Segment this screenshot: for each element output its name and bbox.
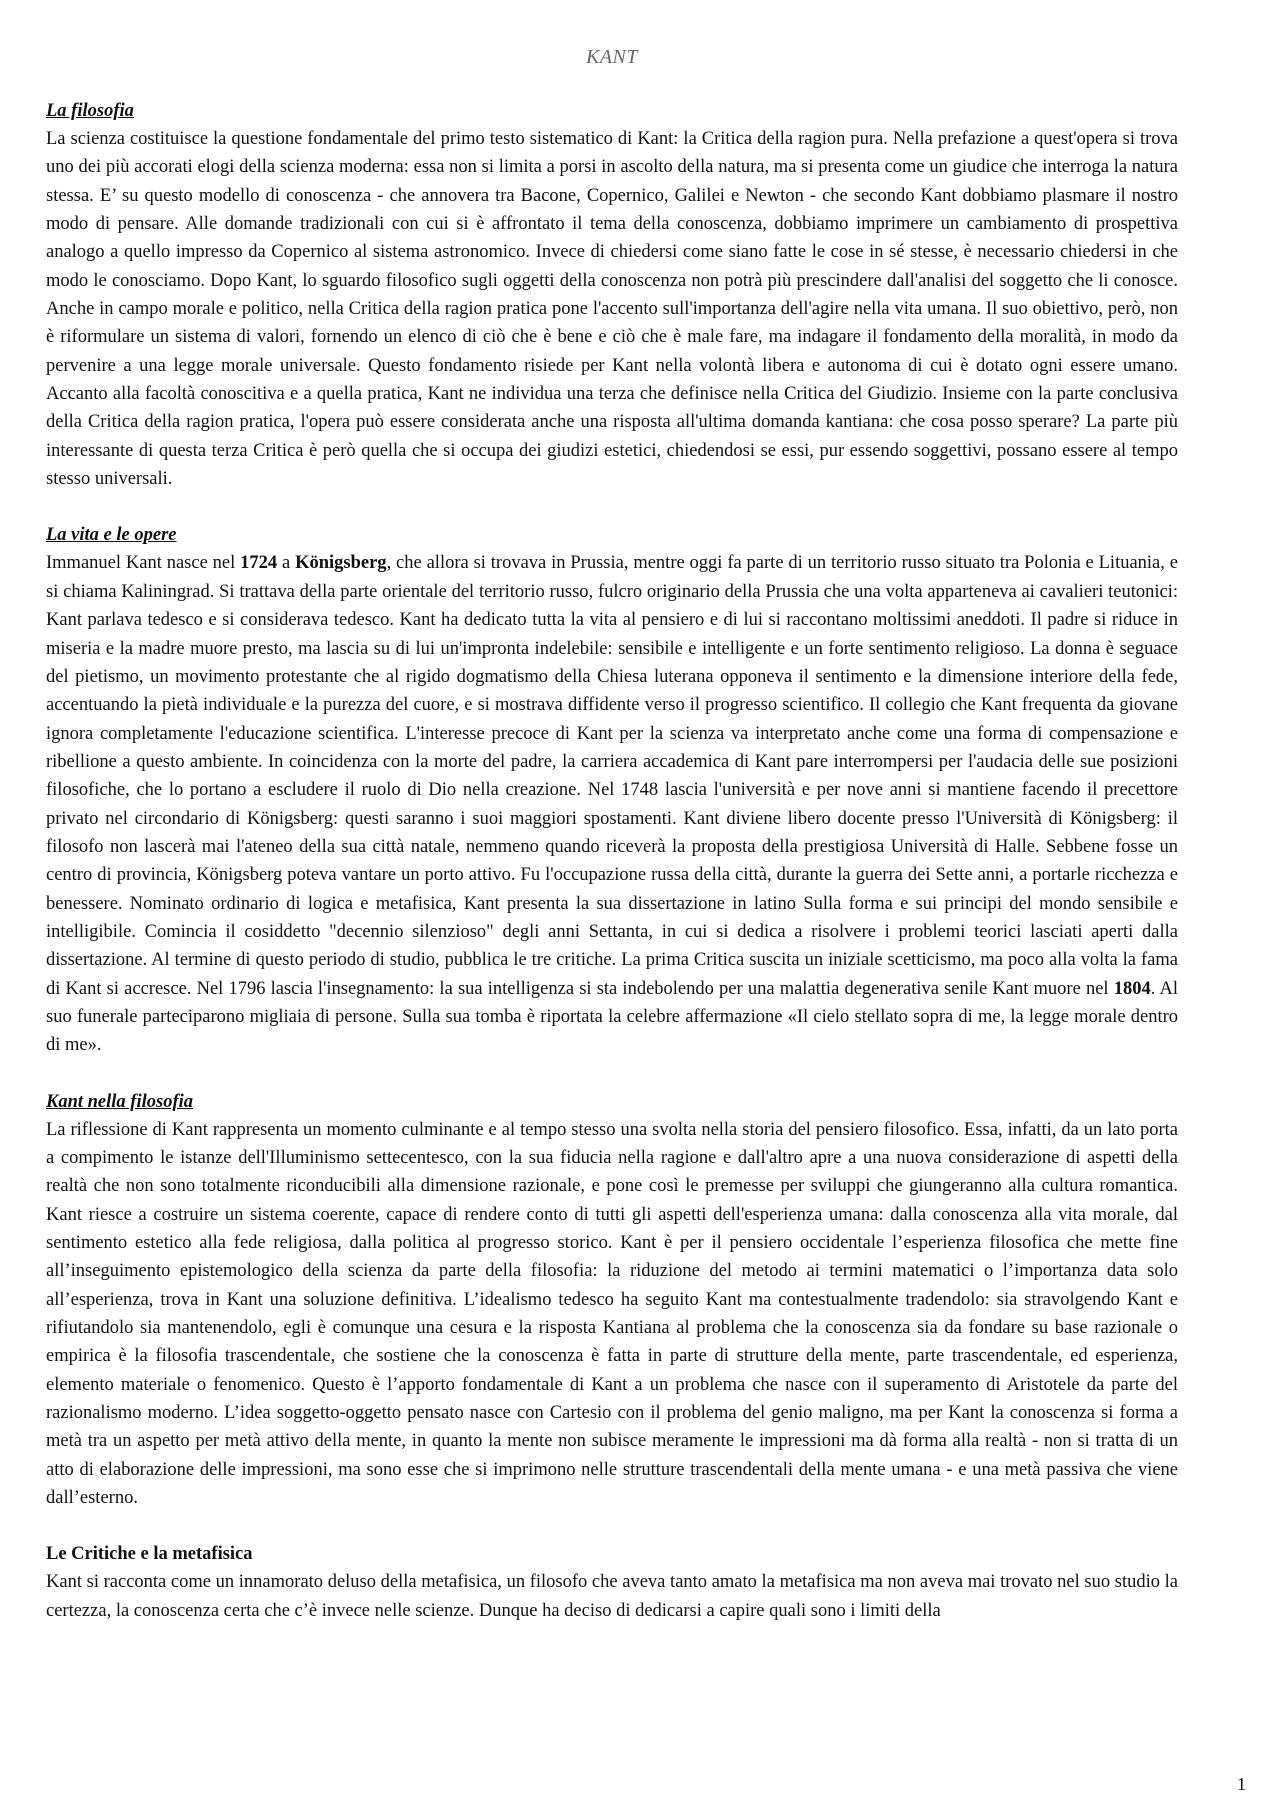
text-run: a (277, 553, 296, 574)
text-run: Immanuel Kant nasce nel (46, 553, 241, 574)
section-heading: Kant nella filosofia (46, 1091, 193, 1112)
section-kant-nella-filosofia (46, 1088, 1178, 1513)
section-paragraph: La riflessione di Kant rappresenta un momento culminante e al tempo stesso una svolta nella storia del pensiero filosofico. Essa, infatti, da un lato porta a compimento le istanze dell'Illuminismo settecentesco, con la sua fiducia nella ragione e dall'altro apre a una nuova considerazione di aspetti della realtà che non sono totalmente riconducibili alla dimensione razionale, e pone così le premesse per sviluppi che giungeranno alla cultura romantica. Kant riesce a costruire un sistema coerente, capace di rendere conto di tutti gli aspetti dell'esperienza umana: dalla conoscenza alla vita morale, dal sentimento estetico alla fede religiosa, dalla politica al progresso storico. Kant è per il pensiero occidentale l’esperienza filosofica che mette fine all’inseguimento epistemologico della scienza da parte della filosofia: la riduzione del metodo ai termini matematici o l’importanza data solo all’esperienza, trova in Kant una soluzione definitiva. L’idealismo tedesco ha seguito Kant ma contestualmente tradendolo: sia stravolgendo Kant e rifiutandolo sia mantenendolo, egli è comunque una cesura e la risposta Kantiana al problema che la conoscenza sia da fondare su base razionale o empirica è la filosofia trascendentale, che sostiene che la conoscenza è fatta in parte di strutture della mente, parte trascendentale, ed esperienza, elemento materiale o fenomenico. Questo è l’apporto fondamentale di Kant a un problema che nasce con il superamento di Aristotele da parte del razionalismo moderno. L’idea soggetto-oggetto pensato nasce con Cartesio con il problema del genio maligno, ma per Kant la conoscenza si forma a metà tra un aspetto per metà attivo della mente, in quanto la mente non subisce meramente le impressioni ma dà forma alla realtà - non si tratta di un atto di elaborazione delle impressioni, ma sono esse che si imprimono nelle strutture trascendentali della mente umana - e una metà passiva che viene dall’esterno. (46, 1119, 1178, 1509)
section-heading: La filosofia (46, 101, 134, 121)
section-paragraph: Kant si racconta come un innamorato deluso della metafisica, un filosofo che aveva tanto amato la metafisica ma non aveva mai trovato nel suo studio la certezza, la conoscenza certa che c’è invece nelle scienze. Dunque ha deciso di dedicarsi a capire quali sono i limiti della (46, 1572, 1178, 1621)
section-la-filosofia (46, 97, 1178, 493)
death-year: 1804 (1113, 978, 1151, 999)
document-page (46, 0, 1178, 1625)
section-heading: Le Critiche e la metafisica (46, 1544, 253, 1565)
birth-year: 1724 (240, 553, 278, 574)
section-heading: La vita e le opere (46, 525, 177, 546)
text-run: . Al suo funerale parteciparono migliaia di persone. Sulla sua tomba è riportata la celebre affermazione «Il cielo stellato sopra di me, la legge morale dentro di me». (46, 978, 1179, 1056)
section-paragraph (46, 549, 1178, 1059)
page-number: 1 (1237, 1774, 1246, 1794)
section-paragraph: La scienza costituisce la questione fondamentale del primo testo sistematico di Kant: la Critica della ragion pura. Nella prefazione a quest'opera si trova uno dei più accorati elogi della scienza moderna: essa non si limita a porsi in ascolto della natura, ma si presenta come un giudice che interroga la natura stessa. E’ su questo modello di conoscenza - che annovera tra Bacone, Copernico, Galilei e Newton - che secondo Kant dobbiamo plasmare il nostro modo di pensare. Alle domande tradizionali con cui si è affrontato il tema della conoscenza, dobbiamo imprimere un cambiamento di prospettiva analogo a quello impresso da Copernico al sistema astronomico. Invece di chiedersi come siano fatte le cose in sé stesse, è necessario chiedersi in che modo le conosciamo. Dopo Kant, lo sguardo filosofico sugli oggetti della conoscenza non potrà più prescindere dall'analisi del soggetto che li conosce. Anche in campo morale e politico, nella Critica della ragion pratica pone l'accento sull'importanza dell'agire nella vita umana. Il suo obiettivo, però, non è riformulare un sistema di valori, fornendo un elenco di ciò che è bene e ciò che è male fare, ma indagare il fondamento della moralità, in modo da pervenire a una legge morale universale. Questo fondamento risiede per Kant nella volontà libera e autonoma di cui è dotato ogni essere umano. Accanto alla facoltà conoscitiva e a quella pratica, Kant ne individua una terza che definisce nella Critica del Giudizio. Insieme con la parte conclusiva della Critica della ragion pratica, l'opera può essere considerata anche una risposta all'ultima domanda kantiana: che cosa posso sperare? La parte più interessante di questa terza Critica è però quella che si occupa dei giudizi estetici, chiedendosi se essi, pur essendo soggettivi, possano essere al tempo stesso universali. (46, 129, 1178, 490)
section-la-vita-e-le-opere (46, 521, 1178, 1059)
document-title: KANT (585, 46, 639, 68)
section-le-critiche-e-la-metafisica (46, 1540, 1178, 1625)
text-run: , che allora si trovava in Prussia, mentre oggi fa parte di un territorio russo situato tra Polonia e Lituania, e si chiama Kaliningrad. Si trattava della parte orientale del territorio russo, fulcro originario della Prussia che una volta apparteneva ai cavalieri teutonici: Kant parlava tedesco e si considerava tedesco. Kant ha dedicato tutta la vita al pensiero e di lui si raccontano moltissimi aneddoti. Il padre si riduce in miseria e la madre muore presto, ma lascia su di lui un'impronta indelebile: sensibile e intelligente e un forte sentimento religioso. La donna è seguace del pietismo, un movimento protestante che al rigido dogmatismo della Chiesa luterana opponeva il sentimento e la dimensione interiore della fede, accentuando la pietà individuale e la purezza del cuore, e si mostrava diffidente verso il progresso scientifico. Il collegio che Kant frequenta da giovane ignora completamente l'educazione scientifica. L'interesse precoce di Kant per la scienza va interpretato anche come una forma di compensazione e ribellione a questo ambiente. In coincidenza con la morte del padre, la carriera accademica di Kant pare interrompersi per l'audacia delle sue posizioni filosofiche, che lo portano a escludere il ruolo di Dio nella creazione. Nel 1748 lascia l'università e per nove anni si mantiene facendo il precettore privato nel circondario di Königsberg: questi saranno i suoi maggiori spostamenti. Kant diviene libero docente presso l'Università di Königsberg: il filosofo non lascerà mai l'ateneo della sua città natale, nemmeno quando riceverà la proposta della prestigiosa Università di Halle. Sebbene fosse un centro di provincia, Königsberg poteva vantare un porto attivo. Fu l'occupazione russa della città, durante la guerra dei Sette anni, a portarle ricchezza e benessere. Nominato ordinario di logica e metafisica, Kant presenta la sua dissertazione in latino Sulla forma e sui principi del mondo sensibile e intelligibile. Comincia il cosiddetto "decennio silenzioso" degli anni Settanta, in cui si dedica a risolvere i problemi teorici lasciati aperti dalla dissertazione. Al termine di questo periodo di studio, pubblica le tre critiche. La prima Critica suscita un iniziale scetticismo, ma poco alla volta la fama di Kant si accresce. Nel 1796 lascia l'insegnamento: la sua intelligenza si sta indebolendo per una malattia degenerativa senile Kant muore nel (46, 553, 1178, 999)
birth-city: Königsberg (295, 553, 387, 574)
